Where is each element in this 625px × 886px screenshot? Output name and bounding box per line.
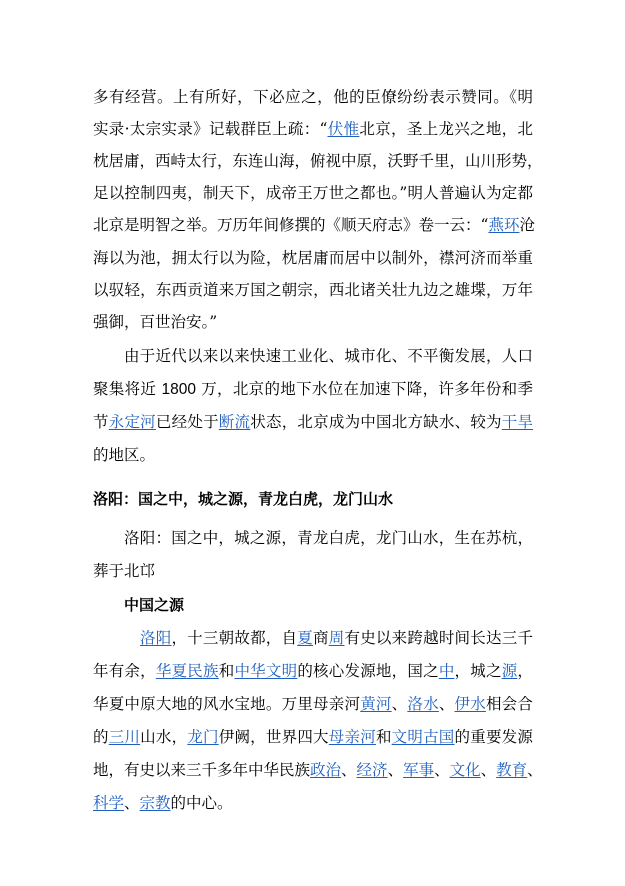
text-run: 的	[93, 728, 109, 746]
text-run: 伊阙，世界四大	[218, 728, 329, 746]
text-run: 节	[93, 413, 109, 431]
text-run: 由于近代以来以来快速工业化、城市化、不平衡发展，人口	[124, 347, 533, 365]
text-run: 以驭轻，东西贡道来万国之朝宗，西北诸关壮九边之雄堞，万年	[93, 281, 533, 299]
text-run: ，十三朝故都，自	[171, 629, 298, 647]
link-zhou[interactable]: 周	[328, 629, 345, 647]
paragraph-line	[93, 279, 533, 301]
subsection-heading-origin: 中国之源	[124, 596, 185, 614]
text-run: 和	[375, 728, 392, 746]
text-run: 、	[391, 695, 408, 713]
link-huaxia-nation[interactable]: 华夏民族	[155, 662, 219, 680]
link-luoyang[interactable]: 洛阳	[140, 629, 172, 647]
link-religion[interactable]: 宗教	[139, 794, 171, 812]
link-education[interactable]: 教育	[496, 761, 528, 779]
link-politics[interactable]: 政治	[310, 761, 342, 779]
paragraph-line	[93, 560, 533, 582]
link-xia[interactable]: 夏	[297, 629, 313, 647]
text-run: 沧	[519, 216, 535, 234]
paragraph-line	[93, 311, 533, 333]
text-run: 、	[527, 761, 543, 779]
text-run: ，	[517, 662, 533, 680]
text-run: 强御，百世治安。”	[93, 313, 218, 331]
section-heading-luoyang: 洛阳：国之中，城之源，青龙白虎，龙门山水	[93, 490, 394, 508]
text-run: 万，北京的地下水位在加速下降，许多年份和季	[201, 380, 533, 398]
link-mother-river[interactable]: 母亲河	[328, 728, 376, 746]
text-run: 山水，	[140, 728, 188, 746]
link-yellow-river[interactable]: 黄河	[360, 695, 392, 713]
paragraph-line	[124, 527, 533, 549]
paragraph-line	[93, 726, 533, 748]
link-zhong[interactable]: 中	[438, 662, 455, 680]
link-yuan[interactable]: 源	[501, 662, 518, 680]
text-run: 海以为池，拥太行以为险，枕居庸而居中以制外，襟河济而举重	[93, 249, 533, 267]
paragraph-line	[93, 411, 533, 433]
text-run: 商	[313, 629, 329, 647]
link-military[interactable]: 军事	[403, 761, 435, 779]
paragraph-line	[93, 118, 533, 140]
paragraph-line	[93, 660, 533, 682]
text-run: 多有经营。上有所好，下必应之，他的臣僚纷纷表示赞同。《明	[93, 88, 533, 106]
text-run: 状态，北京成为中国北方缺水、较为	[250, 413, 502, 431]
paragraph-line	[93, 792, 533, 814]
link-economy[interactable]: 经济	[356, 761, 388, 779]
text-run: 洛阳：国之中，城之源，青龙白虎，龙门山水，生在苏杭，	[124, 529, 533, 547]
text-run: 、	[434, 761, 450, 779]
paragraph-line	[140, 627, 533, 649]
text-run: 的核心发源地，国之	[297, 662, 439, 680]
paragraph-line	[124, 345, 533, 367]
paragraph-line	[93, 247, 533, 269]
text-run: 的重要发源	[454, 728, 533, 746]
link-ancient-civilizations[interactable]: 文明古国	[391, 728, 455, 746]
paragraph-line	[93, 759, 543, 781]
text-run: 年有余，	[93, 662, 156, 680]
text-run: 的中心。	[170, 794, 233, 812]
link-longmen[interactable]: 龙门	[187, 728, 219, 746]
text-run: 北京是明智之举。万历年间修撰的《顺天府志》卷一云：“	[93, 216, 489, 234]
link-ganhan[interactable]: 干旱	[501, 413, 533, 431]
text-run: 、	[387, 761, 404, 779]
link-duanliu[interactable]: 断流	[218, 413, 251, 431]
text-run: ，城之	[454, 662, 502, 680]
text-run: 实录·太宗实录》记载群臣上疏：“	[93, 120, 328, 138]
text-run: 、	[341, 761, 357, 779]
text-run: 已经处于	[155, 413, 219, 431]
paragraph-line	[93, 214, 533, 236]
link-chinese-civilization[interactable]: 中华文明	[234, 662, 298, 680]
text-run: 相会合	[485, 695, 533, 713]
text-run: 有史以来跨越时间长达三千	[344, 629, 533, 647]
paragraph-line	[93, 182, 533, 204]
text-run: 、	[480, 761, 497, 779]
link-culture[interactable]: 文化	[449, 761, 481, 779]
text-run: 、	[124, 794, 140, 812]
link-science[interactable]: 科学	[93, 794, 125, 812]
text-run: 的地区。	[93, 446, 156, 464]
text-run: 枕居庸，西峙太行，东连山海，俯视中原，沃野千里，山川形势，	[93, 152, 543, 170]
text-run: 足以控制四夷，制天下，成帝王万世之都也。”明人普遍认为定都	[93, 184, 533, 202]
link-sanchuan[interactable]: 三川	[108, 728, 141, 746]
paragraph-line	[93, 86, 533, 108]
text-run: 葬于北邙	[93, 562, 156, 580]
paragraph-line	[93, 378, 533, 401]
paragraph-line	[93, 150, 543, 172]
link-yongding-river[interactable]: 永定河	[108, 413, 156, 431]
text-run: 北京，圣上龙兴之地，北	[359, 120, 533, 138]
text-run: 聚集将近	[93, 380, 157, 398]
text-run: 地，有史以来三千多年中华民族	[93, 761, 311, 779]
text-run: 、	[438, 695, 455, 713]
number-run: 1800	[161, 381, 196, 398]
paragraph-line	[93, 444, 533, 466]
link-yi-river[interactable]: 伊水	[454, 695, 486, 713]
link-fuwei[interactable]: 伏惟	[327, 120, 360, 138]
paragraph-line	[93, 693, 533, 715]
text-run: 华夏中原大地的风水宝地。万里母亲河	[93, 695, 361, 713]
link-yanhuan[interactable]: 燕环	[488, 216, 520, 234]
text-run: 和	[218, 662, 235, 680]
link-luo-river[interactable]: 洛水	[407, 695, 439, 713]
